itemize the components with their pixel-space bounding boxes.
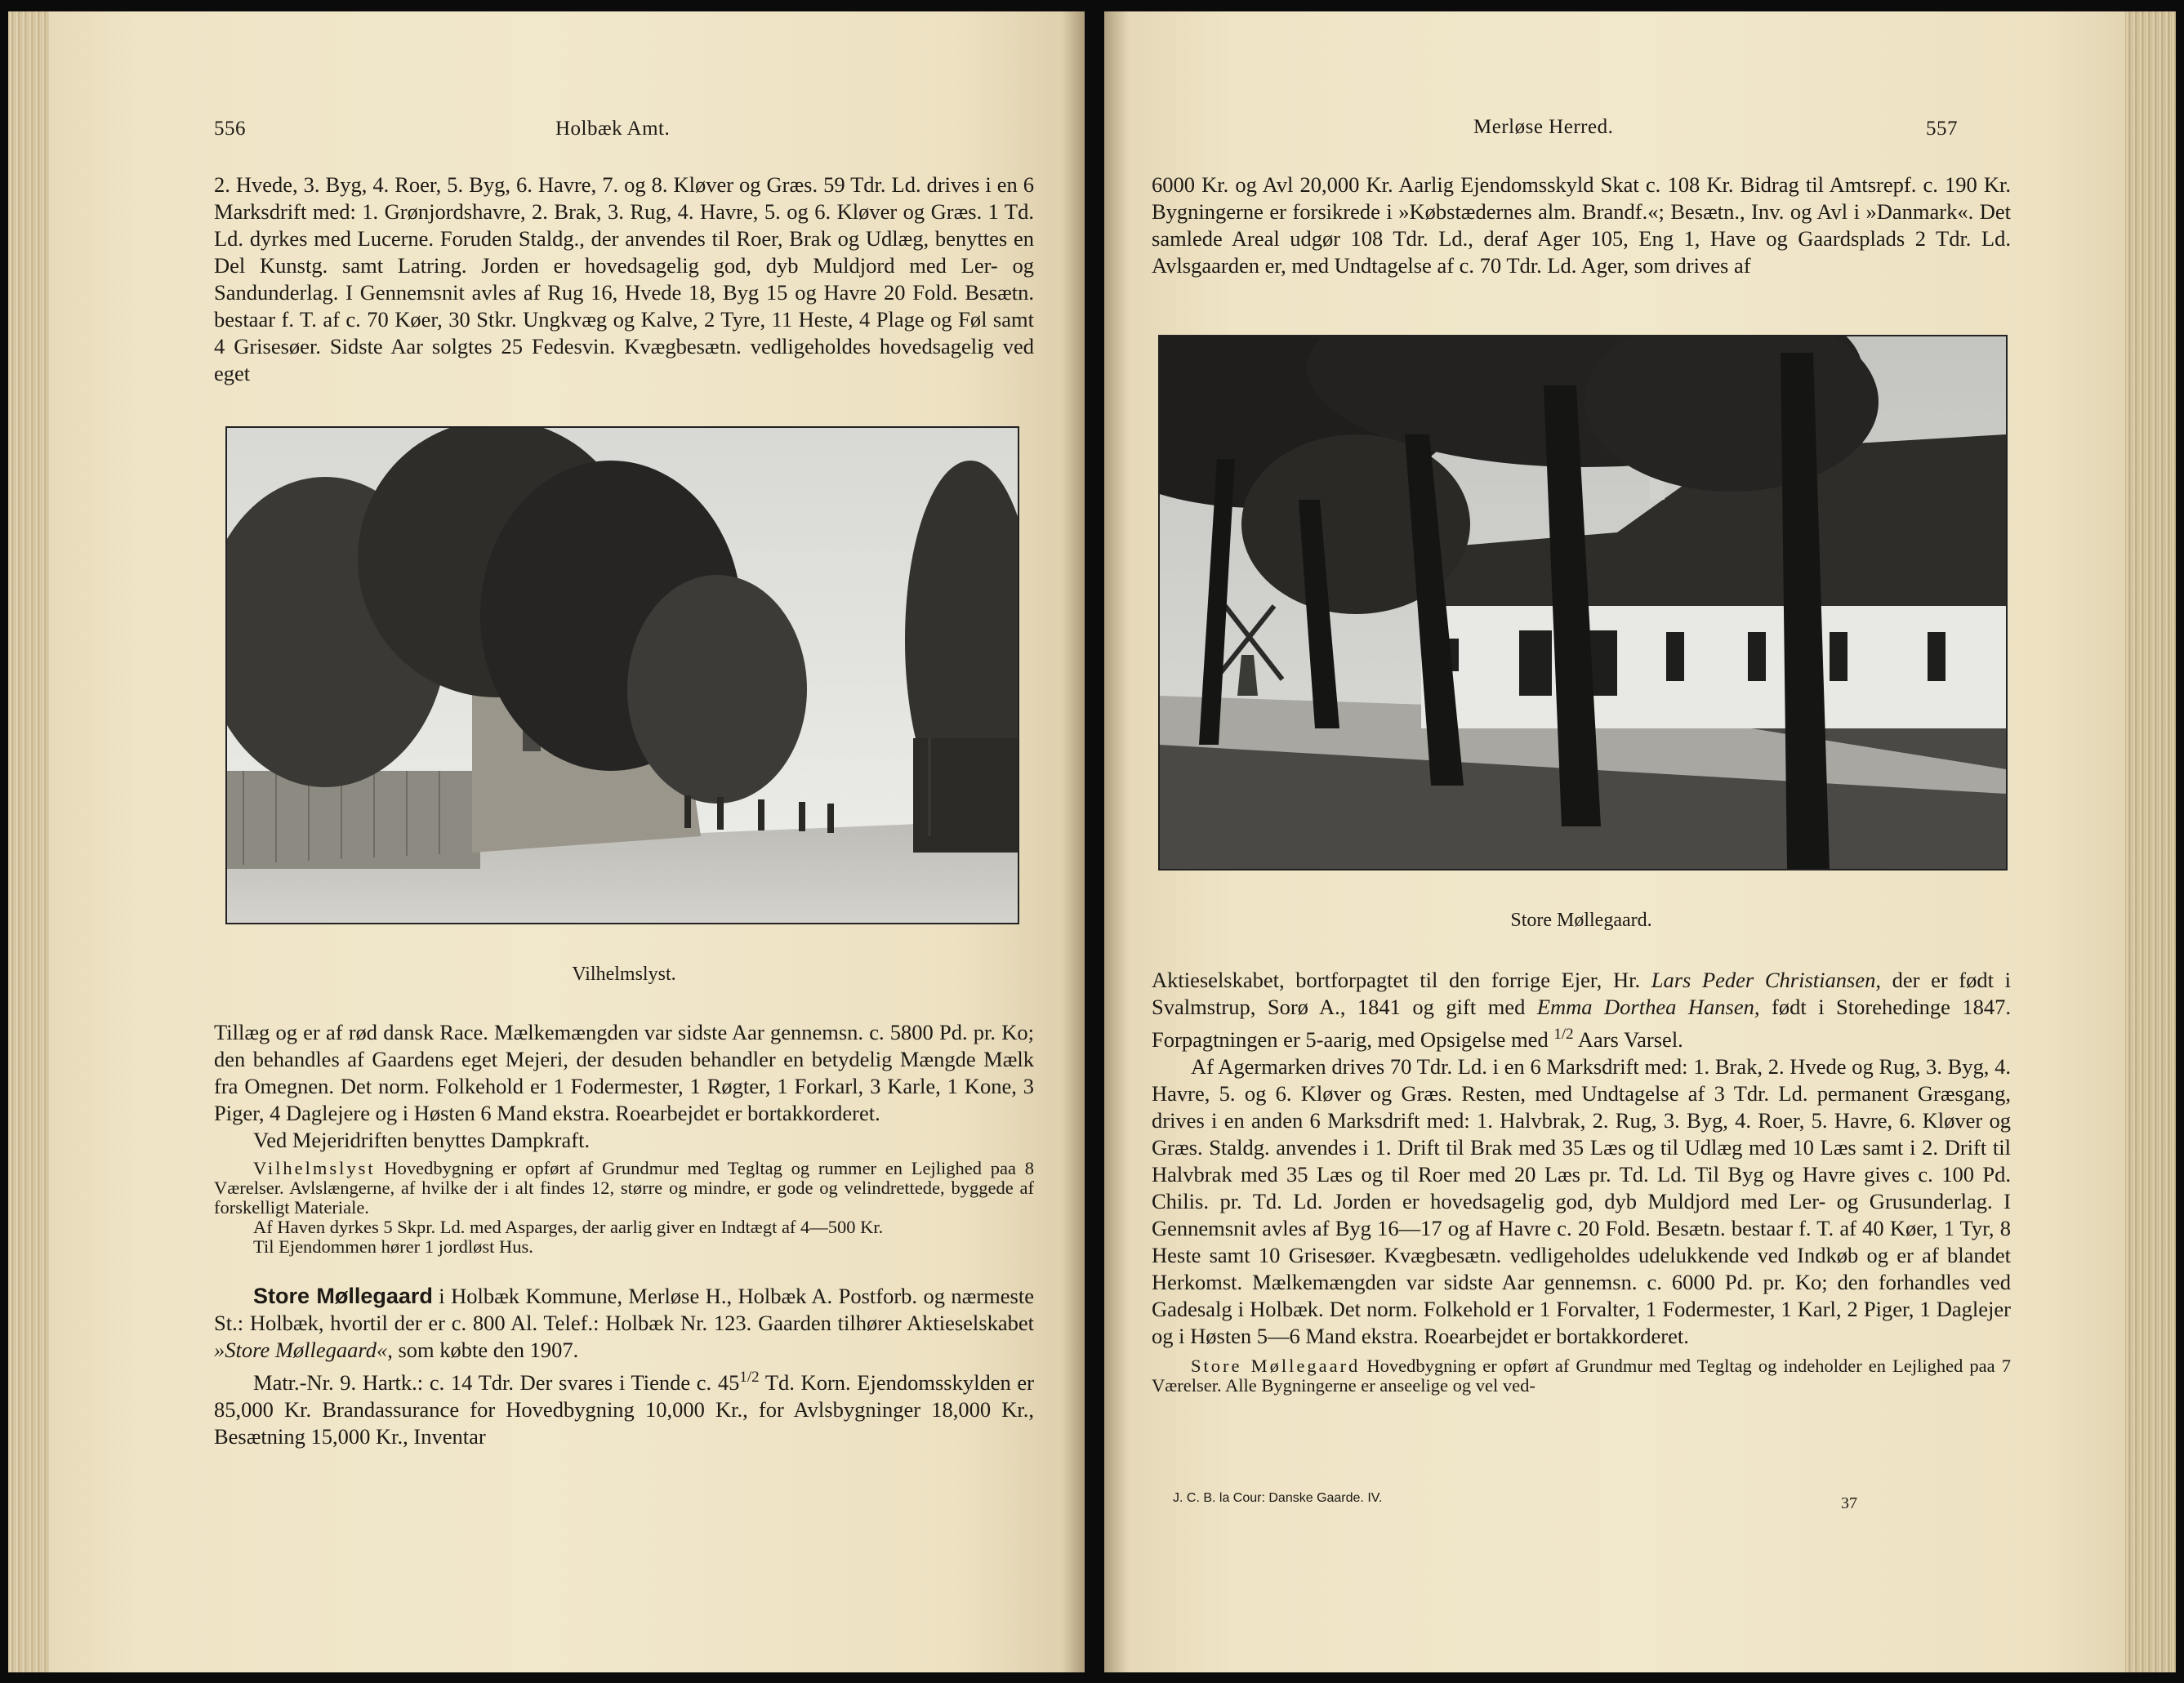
text-block-top (214, 171, 1034, 387)
text: Td. Korn. Ejendomsskylden er 85,000 Kr. Brandassurance for Hovedbygning 10,000 Kr., for Avlsbygninger 18,000 Kr., Besætning 15,000 Kr., Inventar (214, 1369, 1034, 1449)
small-paragraph: Til Ejendommen hører 1 jordløst Hus. (253, 1236, 533, 1257)
person-name: Emma Dorthea Hansen, (1536, 995, 1760, 1019)
page-number: 557 (1926, 118, 1958, 140)
running-header: Merløse Herred. (1473, 116, 1614, 138)
small-paragraph (214, 1159, 1034, 1218)
photo-store-mollegaard (1158, 335, 2008, 870)
text: født i Storehedinge 1847. Forpagtningen er 5-aarig, med Opsigelse med (1152, 995, 2012, 1052)
text: Matr.-Nr. 9. Hartk.: c. 14 Tdr. Der svares i Tiende c. 45 (253, 1369, 740, 1395)
footer-source: J. C. B. la Cour: Danske Gaarde. IV. (1173, 1491, 1383, 1505)
text: Aktieselskabet, bortforpagtet til den forrige Ejer, Hr. (1152, 968, 1651, 992)
person-name: Lars Peder Christiansen, (1651, 968, 1881, 992)
text-block-bottom (1152, 967, 2011, 1396)
small-paragraph: Af Haven dyrkes 5 Skpr. Ld. med Asparges, der aarlig giver en Indtægt af 4—500 Kr. (253, 1217, 884, 1237)
small-text: Hovedbygning er opført af Grundmur med Tegltag og rummer en Lejlighed paa 8 Værelser. Avlslængerne, af hvilke der i alt findes 12, større og mindre, er gode og velindrettede, byggede af forskelligt Materiale. (214, 1158, 1034, 1218)
paragraph (1152, 967, 2011, 1053)
paragraph: Af Agermarken drives 70 Tdr. Ld. i en 6 Marksdrift med: 1. Brak, 2. Hvede og Rug, 3. Byg, 4. Havre, 5. og 6. Kløver og Græs. Resten, med Undtagelse af 3 Tdr. Ld. permanent Græsgang, drives i en anden 6 Marksdrift med: 1. Halvbrak, 2. Rug, 3. Byg, 4. Roer, 5. Havre, 6. Kløver og Græs. Staldg. anvendes i 1. Drift til Brak med 35 Læs og til Udlæg med 10 Læs samt i 2. Drift til Halvbrak med 35 Læs og til Roer med 20 Læs pr. Td. Ld. Til Byg og Havre gives c. 100 Pd. Chilis. pr. Td. Ld. Jorden er hovedsagelig god, dyb Muldjord med Ler- og Grusunderlag. I Gennemsnit avles af Byg 16—17 og af Havre c. 20 Fold. Besætn. bestaar f. T. af 40 Køer, 1 Tyr, 8 Heste samt 10 Grisesøer. Kvægbesætn. vedligeholdes udelukkende ved Indkøb og er af blandet Herkomst. Mælkemængden var sidste Aar gennemsn. c. 6000 Pd. pr. Ko; den forhandles ved Gadesalg i Holbæk. Det norm. Folkehold er 1 Forvalter, 1 Fodermester, 1 Karl, 2 Piger, 1 Daglejer og i Høsten 5—6 Mand ekstra. Roearbejdet er bortakkorderet. (1152, 1053, 2011, 1348)
estate-text-end: , som købte den 1907. (387, 1338, 579, 1362)
page-number: 556 (214, 118, 246, 140)
paragraph: 2. Hvede, 3. Byg, 4. Roer, 5. Byg, 6. Havre, 7. og 8. Kløver og Græs. 59 Tdr. Ld. drives i en 6 Marksdrift med: 1. Grønjordshavre, 2. Brak, 3. Rug, 4. Havre, 5. og 6. Kløver og Græs. 1 Td. Ld. dyrkes med Lucerne. Foruden Staldg., der anvendes til Roer, Brak og Udlæg, benyttes en Del Kunstg. samt Latring. Jorden er hovedsagelig god, dyb Muldjord med Ler- og Sandunderlag. I Gennemsnit avles af Rug 16, Hvede 18, Byg 15 og Havre 20 Fold. Besætn. bestaar f. T. af c. 70 Køer, 30 Stkr. Ungkvæg og Kalve, 2 Tyre, 11 Heste, 4 Plage og Føl samt 4 Grisesøer. Sidste Aar solgtes 25 Fedesvin. Kvægbesætn. vedligeholdes hovedsagelig ved eget (214, 172, 1034, 385)
paragraph: Tillæg og er af rød dansk Race. Mælkemængden var sidste Aar gennemsn. c. 5800 Pd. pr. Ko; den behandles af Gaardens eget Mejeri, der desuden behandler en betydelig Mængde Mælk fra Omegnen. Det norm. Folkehold er 1 Fodermester, 1 Røgter, 1 Forkarl, 3 Karle, 1 Kone, 3 Piger, 4 Daglejere og i Høsten 6 Mand ekstra. Roearbejdet er bortakkorderet. (214, 1020, 1034, 1125)
text-block-top (1152, 171, 2011, 279)
signature-mark: 37 (1841, 1494, 1857, 1512)
text: der er født i Svalmstrup, Sorø A., 1841 og gift med (1152, 968, 2011, 1019)
fraction: 1/2 (1553, 1026, 1574, 1043)
estate-entry (214, 1283, 1034, 1364)
estate-quote: »Store Møllegaard« (214, 1338, 388, 1362)
text: Aars Varsel. (1573, 1026, 1683, 1052)
paragraph: 6000 Kr. og Avl 20,000 Kr. Aarlig Ejendomsskyld Skat c. 108 Kr. Bidrag til Amtsrepf. c. 190 Kr. Bygningerne er forsikrede i »Købstædernes alm. Brandf.«; Besætn., Inv. og Avl i »Danmark«. Det samlede Areal udgør 108 Tdr. Ld., deraf Ager 105, Eng 1, Have og Gaardsplads 2 Tdr. Ld. Avlsgaarden er, med Undtagelse af c. 70 Tdr. Ld. Ager, som drives af (1152, 172, 2011, 278)
running-header: Holbæk Amt. (555, 118, 671, 140)
paragraph (214, 1364, 1034, 1450)
estate-name: Store Møllegaard (253, 1284, 433, 1308)
left-page (8, 11, 1085, 1672)
text-block-bottom (214, 1019, 1034, 1450)
fraction: 1/2 (739, 1369, 760, 1386)
right-page (1104, 11, 2176, 1672)
spaced-name: Store Møllegaard (1191, 1355, 1361, 1376)
small-text: Hovedbygning er opført af Grundmur med Tegltag og indeholder en Lejlighed paa 7 Værelser. Alle Bygningerne er anseelige og vel ved- (1152, 1355, 2011, 1396)
estate-text: i Holbæk Kommune, Merløse H., Holbæk A. Postforb. og nærmeste St.: Holbæk, hvortil der er c. 800 Al. Telef.: Holbæk Nr. 123. Gaarden tilhører Aktieselskabet (214, 1284, 1034, 1335)
spaced-name: Vilhelmslyst (253, 1158, 376, 1178)
photo-vilhelmslyst (225, 426, 1019, 924)
photo-caption: Vilhelmslyst. (572, 964, 676, 985)
small-paragraph (1152, 1356, 2011, 1396)
paragraph: Ved Mejeridriften benyttes Dampkraft. (253, 1128, 591, 1152)
photo-caption: Store Møllegaard. (1510, 910, 1652, 931)
